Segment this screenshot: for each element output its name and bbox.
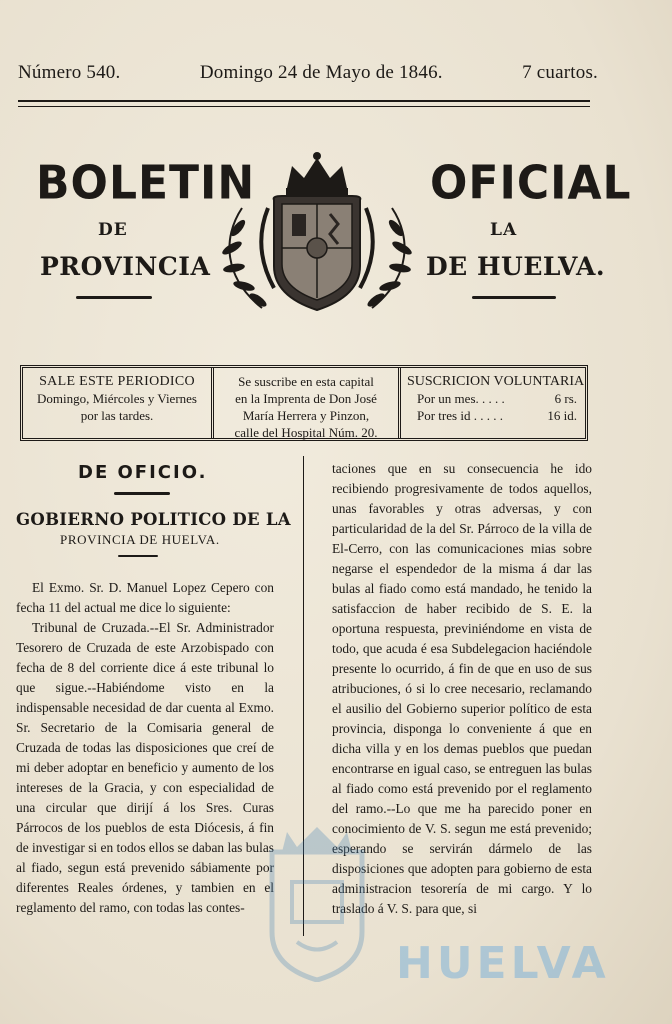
masthead-rule <box>18 100 590 107</box>
schedule-line: Domingo, Miércoles y Viernes <box>36 391 197 406</box>
subscription-prices <box>401 368 585 438</box>
schedule-line: SALE ESTE PERIODICO <box>39 374 195 389</box>
issue-date: Domingo 24 de Mayo de 1846. <box>199 62 443 83</box>
left-column <box>16 578 274 918</box>
title-ornament-left <box>76 296 152 299</box>
gobierno-subheading: PROVINCIA DE HUELVA. <box>60 532 220 547</box>
price-label: Por un mes. . . . . <box>417 391 505 406</box>
watermark-text: HUELVA <box>396 938 610 989</box>
location-line: calle del Hospital Núm. 20. <box>234 425 378 440</box>
title-boletin: BOLETIN <box>36 156 256 211</box>
title-la: LA <box>490 220 518 240</box>
paragraph: El Exmo. Sr. D. Manuel Lopez Cepero con fecha 11 del actual me dice lo siguiente: <box>16 580 274 615</box>
price-value: 6 rs. <box>554 391 577 406</box>
location-line: en la Imprenta de Don José <box>235 391 377 406</box>
price-label: Por tres id . . . . . <box>417 408 503 423</box>
issue-price: 7 cuartos. <box>522 62 598 83</box>
masthead-line <box>18 62 598 84</box>
price-value: 16 id. <box>547 408 577 423</box>
location-line: Se suscribe en esta capital <box>238 374 374 389</box>
paragraph: taciones que en su consecuencia he ido recibiendo progresivamente de todos aquellos, unas favorables y otras adversas, y con particularidad de la del Sr. Párroco de la villa de El-Cerro, con las comunicaciones mias sobre negarse el espendedor de la misma á dar las bulas al fiado como está mandado, he tenido la satisfaccion de haber recibido de S. E. la oportuna respuesta, previniéndome en vista de todo, que acuda é esa Subdelegacion haciéndole presente lo ocurrido, á fin de que en uso de sus atribuciones, ó si lo cree necesario, reclamando el ausilio del Gobierno superior político de esta provincia, disponga lo conveniente á que en dicha villa y en los demas pueblos que puedan encontrarse en igual caso, se entreguen las bulas al fiado como está prevenido por el reglamento del ramo.--Lo que me ha parecido poner en conocimiento de V. S. segun me está prevenido; esperando se servirán dármelo de las disposiciones que adopten para gobierno de esta administracion tesorería de mi cargo. Y lo traslado á V. S. para que, si <box>332 461 592 916</box>
title-ornament-right <box>472 296 556 299</box>
paragraph: Tribunal de Cruzada.--El Sr. Administrador Tesorero de Cruzada de este Arzobispado con fecha de 8 del corriente dice á este tribunal lo que sigue.--Habiéndome visto en la indispensable necesidad de dar cuenta al Exmo. Sr. Secretario de la Comisaria general de Cruzada de todas las disposiciones que creí de mi deber adoptar en beneficio y aumento de los intereses de la Gracia, y con especialidad de una circular que dirijí á los Sres. Curas Párrocos de los pueblos de esta Diócesis, á fin de investigar si en todos ellos se daban las bulas al fiado, segun está prevenido sábiamente por diferentes Reales órdenes, y tambien en el reglamento del ramo, con todas las contes- <box>16 620 274 915</box>
gobierno-heading: GOBIERNO POLITICO DE LA <box>16 510 291 529</box>
title-oficial: OFICIAL <box>430 156 632 211</box>
title-de: DE <box>98 220 128 240</box>
price-row <box>407 390 585 407</box>
library-stamp-icon <box>262 822 372 982</box>
location-line: María Herrera y Pinzon, <box>242 408 370 423</box>
prices-title: SUSCRICION VOLUNTARIA <box>407 374 585 389</box>
schedule-line: por las tardes. <box>80 408 154 423</box>
coat-of-arms-icon <box>212 148 422 320</box>
title-de-huelva: DE HUELVA. <box>426 252 606 281</box>
issue-number: Número 540. <box>18 62 121 83</box>
subscription-location <box>211 368 401 438</box>
subheading-rule <box>118 555 158 557</box>
price-row <box>407 407 585 424</box>
subscription-box <box>20 365 588 441</box>
title-provincia: PROVINCIA <box>40 252 211 281</box>
section-heading: DE OFICIO. <box>78 462 208 483</box>
publication-schedule <box>23 368 211 438</box>
section-ornament <box>114 492 170 495</box>
